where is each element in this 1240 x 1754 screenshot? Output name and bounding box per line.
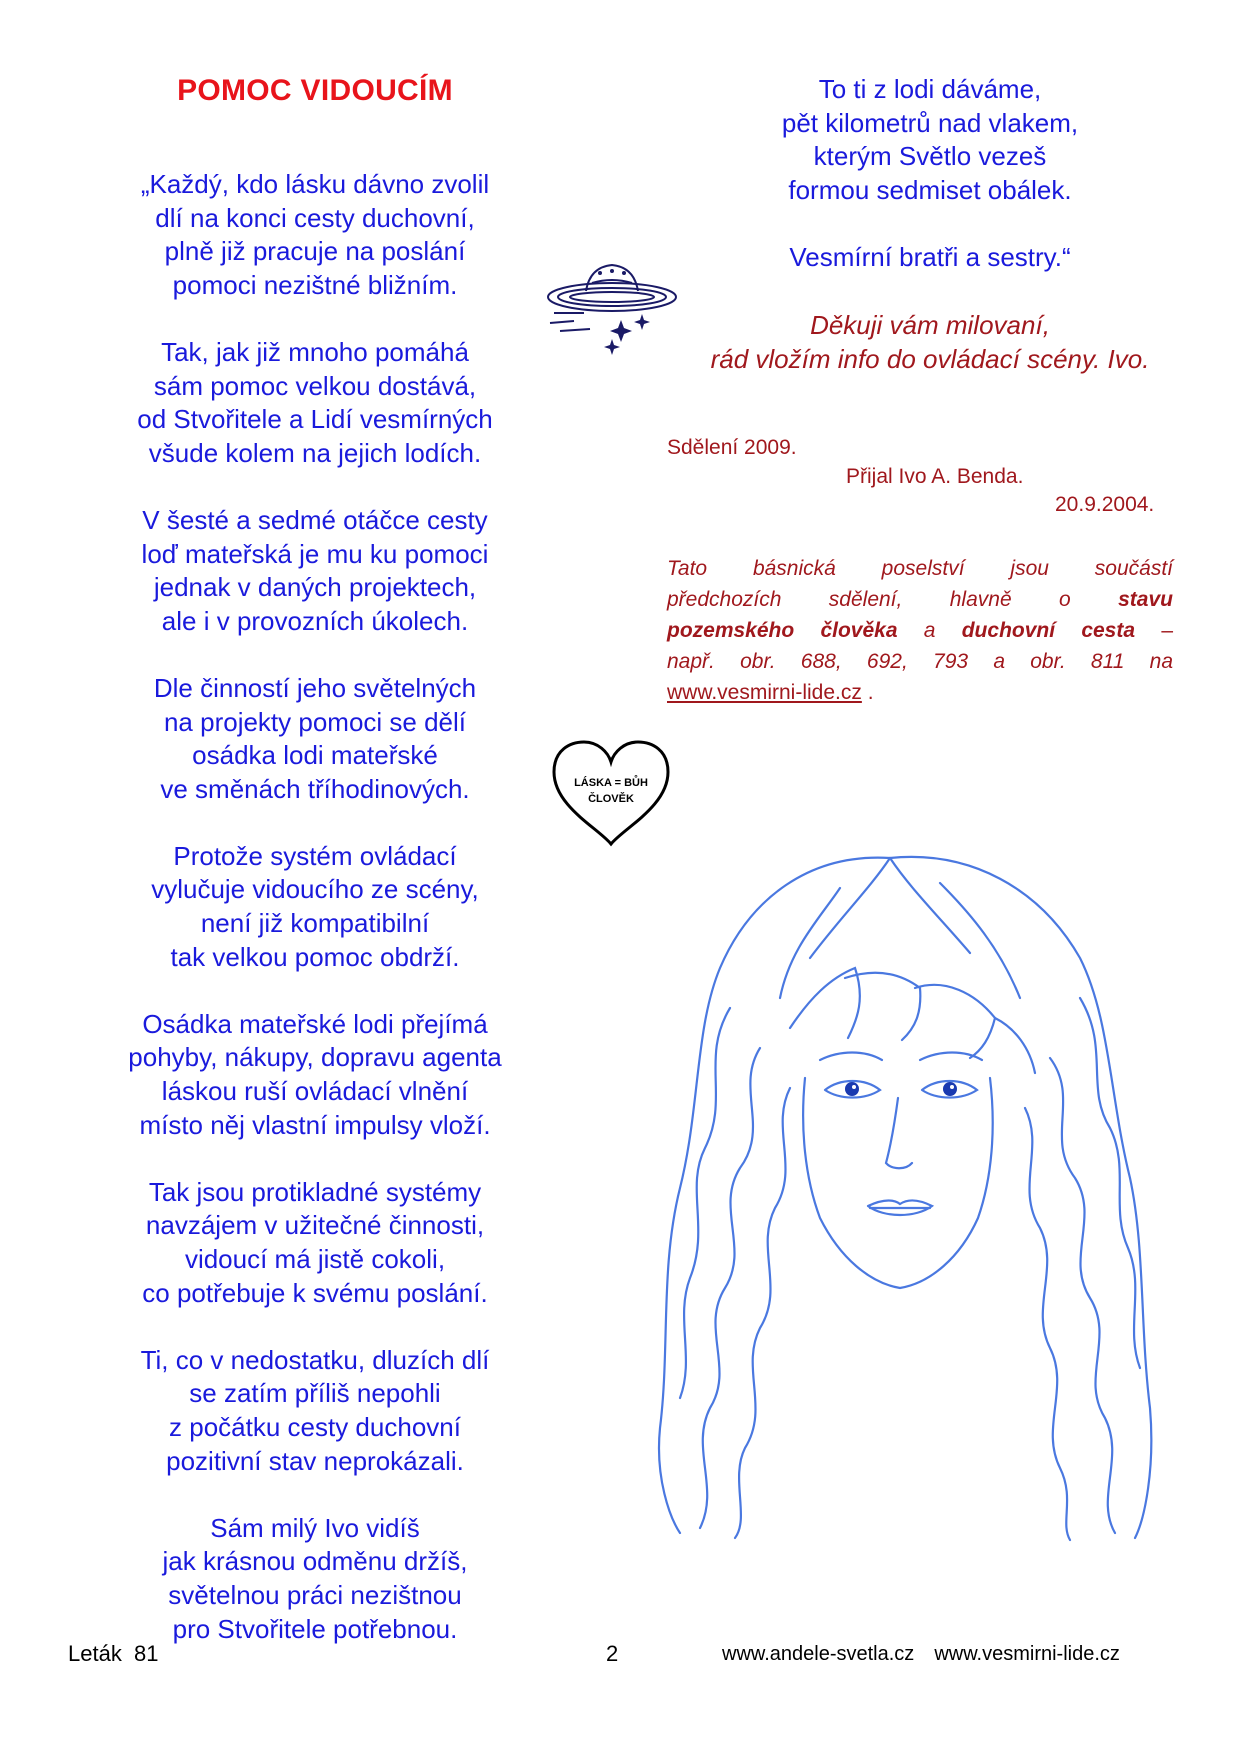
poem-line: Tak, jak již mnoho pomáhá [161, 336, 469, 367]
received-by: Přijal Ivo A. Benda. [846, 465, 1024, 488]
poem-line: Protože systém ovládací [173, 840, 457, 871]
poem-line: plně již pracuje na poslání [164, 236, 466, 267]
thanks-line: Děkuji vám milovaní, [810, 310, 1050, 340]
poem-line: pomoci nezištné bližním. [172, 269, 458, 300]
message-year: Sdělení 2009. [667, 436, 797, 459]
info-text: a [923, 619, 936, 642]
poem-right [705, 73, 1155, 308]
poem-line: „Každý, kdo lásku dávno zvolil [140, 169, 490, 199]
info-paragraph [667, 553, 1173, 708]
poem-line: tak velkou pomoc obdrží. [170, 941, 460, 972]
vesmirni-lide-link[interactable]: www.vesmirni-lide.cz [667, 681, 862, 704]
poem-line: osádka lodi mateřské [192, 740, 438, 771]
page-number: 2 [606, 1641, 619, 1666]
info-bold: stavu [1118, 588, 1173, 611]
stanza [90, 672, 540, 806]
poem-line: loď mateřská je mu ku pomoci [141, 538, 489, 569]
info-line [667, 584, 1173, 615]
poem-line: není již kompatibilní [200, 908, 430, 939]
stanza [90, 504, 540, 638]
info-line [667, 677, 1173, 708]
poem-line: světelnou práci nezištnou [168, 1579, 462, 1610]
poem-line: na projekty pomoci se dělí [163, 706, 467, 737]
poem-line: všude kolem na jejich lodích. [148, 437, 482, 468]
stanza [90, 1008, 540, 1142]
stanza [90, 1512, 540, 1646]
poem-line: dlí na konci cesty duchovní, [155, 202, 475, 233]
poem-line: To ti z lodi dáváme, [818, 74, 1042, 104]
heart-logo-line1: LÁSKA = BŮH [574, 777, 648, 789]
poem-line: formou sedmiset obálek. [788, 174, 1072, 205]
stanza [90, 840, 540, 974]
info-bold: pozemského člověka [667, 619, 898, 642]
info-bold: duchovní cesta [961, 619, 1136, 642]
poem-line: navzájem v užitečné činnosti, [145, 1210, 485, 1241]
poem-line: V šesté a sedmé otáčce cesty [142, 504, 488, 535]
poem-line: se zatím příliš nepohli [189, 1378, 441, 1409]
poem-line: jednak v daných projektech, [153, 572, 477, 603]
poem-line: ve směnách tříhodinových. [160, 773, 470, 804]
info-line: Tato básnická poselství jsou součástí [667, 557, 1173, 580]
poem-line: vylučuje vidoucího ze scény, [151, 874, 479, 905]
poem-line: Tak jsou protikladné systémy [148, 1176, 482, 1207]
info-end: . [867, 681, 874, 704]
poem-line: pohyby, nákupy, dopravu agenta [128, 1042, 502, 1073]
poem-line: jak krásnou odměnu držíš, [162, 1546, 468, 1577]
poem-line: sám pomoc velkou dostává, [153, 370, 477, 401]
stanza [705, 73, 1155, 207]
thanks-line: rád vložím info do ovládací scény. Ivo. [710, 343, 1150, 374]
poem-line: z počátku cesty duchovní [169, 1411, 461, 1442]
footer-links [722, 1643, 1120, 1666]
info-dash: – [1161, 619, 1173, 642]
poem-line: Ti, co v nedostatku, dluzích dlí [140, 1344, 490, 1375]
poem-line: co potřebuje k svému poslání. [142, 1277, 488, 1308]
page-title: POMOC VIDOUCÍM [177, 74, 453, 107]
stanza [90, 1176, 540, 1310]
poem-line: Sám milý Ivo vidíš [210, 1512, 420, 1543]
poem-line: ale i v provozních úkolech. [161, 605, 469, 636]
thanks-message [660, 309, 1200, 376]
poem-line: od Stvořitele a Lidí vesmírných [137, 404, 493, 435]
poem-line: pět kilometrů nad vlakem, [781, 107, 1079, 138]
stanza [90, 168, 540, 302]
stanza [705, 241, 1155, 275]
poem-line: vidoucí má jistě cokoli, [184, 1244, 446, 1274]
poem-line: pro Stvořitele potřebnou. [172, 1613, 458, 1644]
stanza [90, 1344, 540, 1478]
poem-line: Vesmírní bratři a sestry.“ [789, 241, 1071, 272]
poem-line: kterým Světlo vezeš [813, 141, 1047, 172]
stanza [90, 336, 540, 470]
poem-line: pozitivní stav neprokázali. [166, 1445, 464, 1476]
vesmirni-lide-footer-link[interactable]: www.vesmirni-lide.cz [934, 1643, 1120, 1665]
poem-line: místo něj vlastní impulsy vloží. [139, 1109, 491, 1140]
info-line [667, 615, 1173, 646]
heart-logo-line2: ČLOVĚK [588, 793, 634, 805]
info-text: předchozích sdělení, hlavně o [667, 588, 1071, 611]
poem-line: Osádka mateřské lodi přejímá [142, 1008, 488, 1039]
andele-svetla-link[interactable]: www.andele-svetla.cz [722, 1643, 915, 1665]
poem-left [90, 168, 540, 1680]
poem-line: láskou ruší ovládací vlnění [161, 1076, 469, 1107]
portrait-drawing [640, 828, 1170, 1548]
poem-line: Dle činností jeho světelných [153, 672, 477, 703]
message-date: 20.9.2004. [1055, 493, 1155, 516]
info-line: např. obr. 688, 692, 793 a obr. 811 na [667, 650, 1173, 673]
leaflet-number: Leták 81 [68, 1641, 159, 1666]
